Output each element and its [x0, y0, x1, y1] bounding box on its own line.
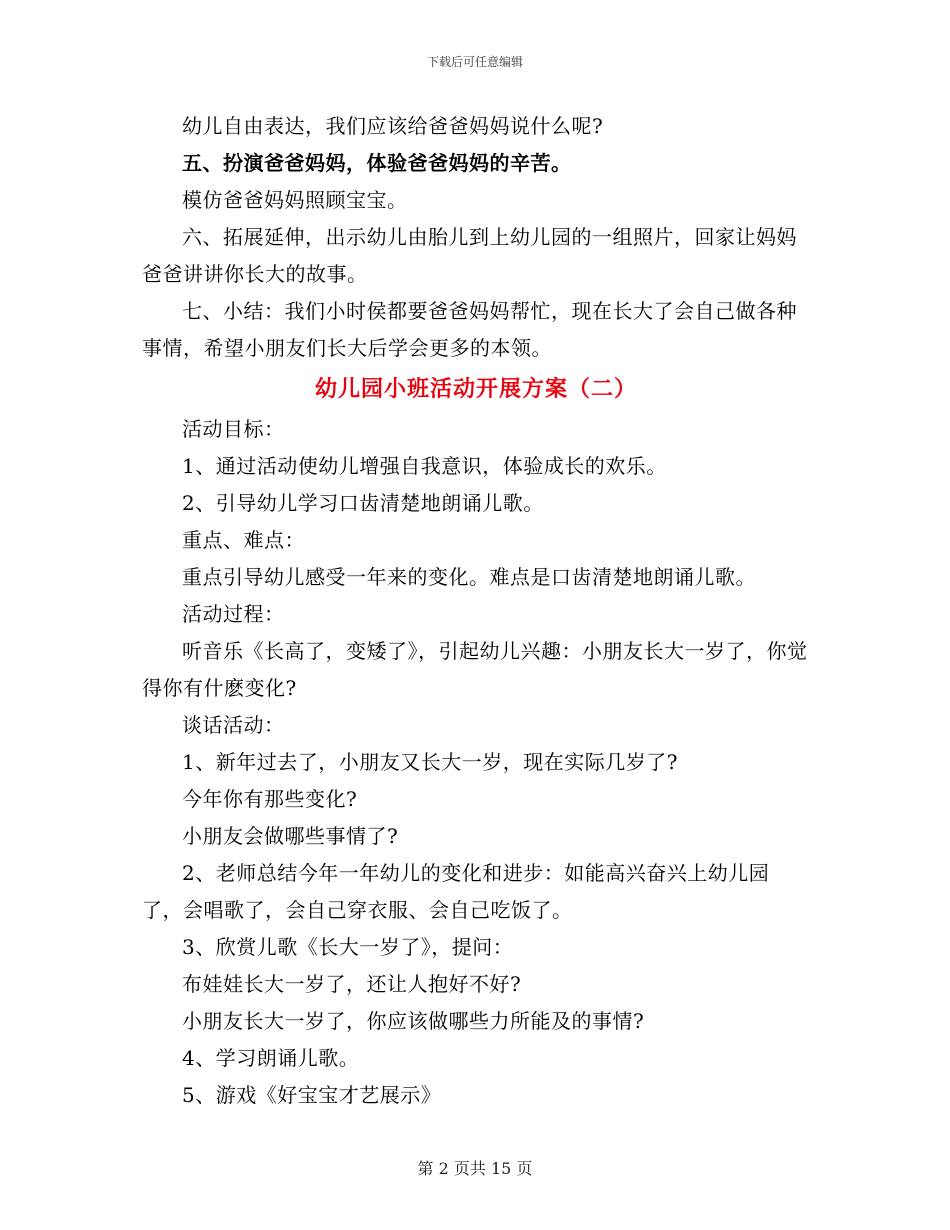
paragraph: 七、小结：我们小时侯都要爸爸妈妈帮忙，现在长大了会自己做各种事情，希望小朋友们长大后学会更多的本领。	[142, 299, 797, 360]
paragraph: 4、学习朗诵儿歌。	[182, 1046, 360, 1070]
paragraph: 5、游戏《好宝宝才艺展示》	[182, 1083, 442, 1107]
paragraph: 活动过程：	[182, 602, 285, 626]
document-body	[142, 108, 810, 1114]
paragraph: 活动目标：	[182, 417, 285, 441]
paragraph: 模仿爸爸妈妈照顾宝宝。	[182, 188, 408, 212]
paragraph: 重点引导幼儿感受一年来的变化。难点是口齿清楚地朗诵儿歌。	[182, 565, 756, 589]
paragraph: 1、新年过去了，小朋友又长大一岁，现在实际几岁了?	[182, 750, 678, 774]
paragraph: 2、老师总结今年一年幼儿的变化和进步：如能高兴奋兴上幼儿园了，会唱歌了，会自己穿衣服、会自己吃饭了。	[142, 861, 770, 922]
paragraph: 幼儿自由表达，我们应该给爸爸妈妈说什么呢?	[182, 114, 604, 138]
paragraph: 3、欣赏儿歌《长大一岁了》，提问：	[182, 935, 514, 959]
paragraph: 重点、难点：	[182, 528, 305, 552]
paragraph: 布娃娃长大一岁了，还让人抱好不好?	[182, 972, 522, 996]
paragraph: 1、通过活动使幼儿增强自我意识，体验成长的欢乐。	[182, 454, 667, 478]
paragraph: 2、引导幼儿学习口齿清楚地朗诵儿歌。	[182, 491, 544, 515]
paragraph: 六、拓展延伸，出示幼儿由胎儿到上幼儿园的一组照片，回家让妈妈爸爸讲讲你长大的故事。	[142, 225, 797, 286]
page-footer: 第 2 页共 15 页	[417, 1159, 533, 1178]
page-header: 下载后可任意编辑	[426, 55, 523, 69]
top-paragraphs	[142, 108, 810, 367]
paragraph: 五、扮演爸爸妈妈，体验爸爸妈妈的辛苦。	[182, 151, 572, 175]
paragraph: 小朋友长大一岁了，你应该做哪些力所能及的事情?	[182, 1009, 645, 1033]
bottom-paragraphs	[142, 411, 810, 1114]
paragraph: 谈话活动：	[182, 713, 285, 737]
paragraph: 小朋友会做哪些事情了?	[182, 824, 399, 848]
paragraph: 今年你有那些变化?	[182, 787, 358, 811]
section-title: 幼儿园小班活动开展方案（二）	[314, 376, 637, 402]
paragraph: 听音乐《长高了，变矮了》，引起幼儿兴趣：小朋友长大一岁了，你觉得你有什麽变化?	[142, 639, 808, 700]
